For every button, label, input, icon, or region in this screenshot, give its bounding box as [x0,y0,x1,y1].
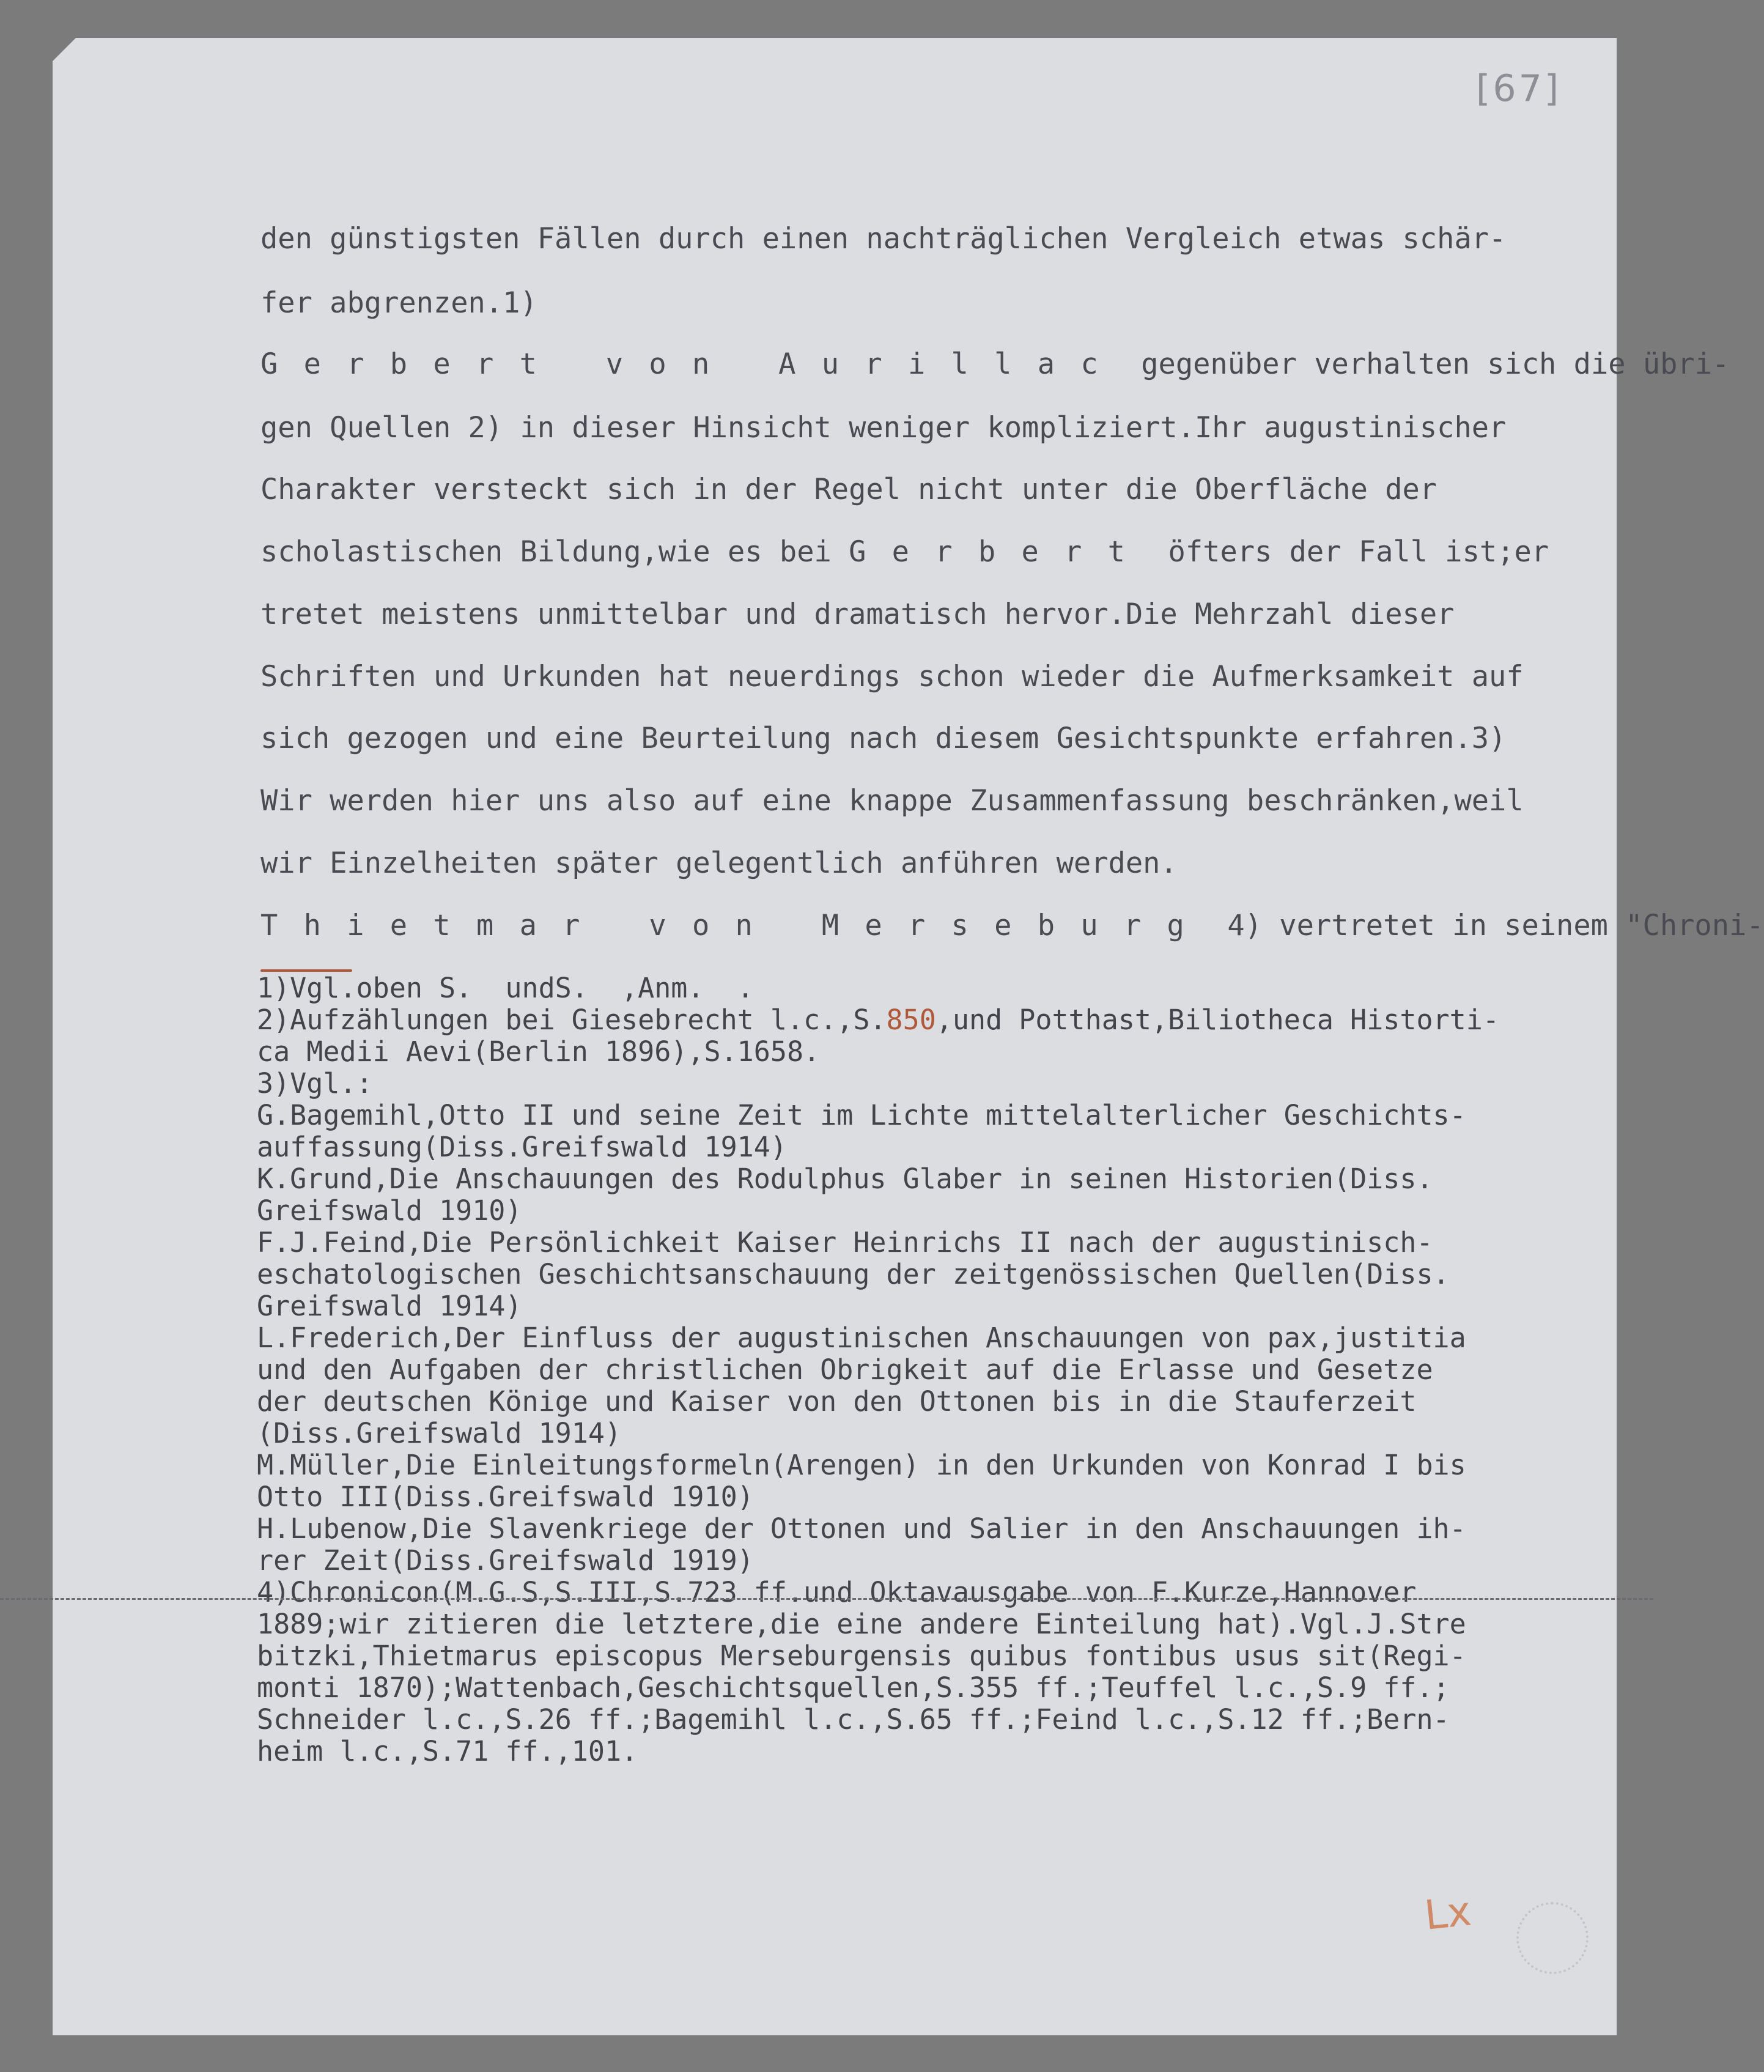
footnote-line: bitzki,Thietmarus episcopus Merseburgensis quibus fontibus usus sit(Regi- [257,1640,1466,1672]
body-line: Schriften und Urkunden hat neuerdings schon wieder die Aufmerksamkeit auf [260,660,1524,694]
footnote-line: (Diss.Greifswald 1914) [257,1417,622,1449]
footnote-line: und den Aufgaben der christlichen Obrigkeit auf die Erlasse und Gesetze [257,1353,1433,1386]
footnote-line: K.Grund,Die Anschauungen des Rodulphus Glaber in seinen Historien(Diss. [257,1163,1433,1195]
fold-line [0,1598,1653,1600]
body-line [260,908,1764,944]
footnote-line: 1889;wir zitieren die letztere,die eine andere Einteilung hat).Vgl.J.Stre [257,1608,1466,1640]
footnote-line: 3)Vgl.: [257,1067,373,1100]
footnote-line: der deutschen Könige und Kaiser von den Ottonen bis in die Stauferzeit [257,1385,1417,1418]
footnote-line: monti 1870);Wattenbach,Geschichtsquellen,S.355 ff.;Teuffel l.c.,S.9 ff.; [257,1671,1450,1704]
spaced-name: Gerbert von Aurillac [260,347,1124,381]
body-line [260,346,1729,383]
footnote-line: rer Zeit(Diss.Greifswald 1919) [257,1544,754,1577]
line-text: 2)Aufzählungen bei Giesebrecht l.c.,S. [257,1004,887,1036]
body-line: Charakter versteckt sich in der Regel nicht unter die Oberfläche der [260,473,1437,506]
line-text: scholastischen Bildung,wie es bei [260,535,849,569]
footnote-line: eschatologischen Geschichtsanschauung der zeitgenössischen Quellen(Diss. [257,1258,1450,1290]
footnote-line: Greifswald 1914) [257,1290,522,1322]
footnote-line: H.Lubenow,Die Slavenkriege der Ottonen und Salier in den Anschauungen ih- [257,1512,1466,1545]
footnote-line: auffassung(Diss.Greifswald 1914) [257,1131,787,1163]
body-line: Wir werden hier uns also auf eine knappe Zusammenfassung beschränken,weil [260,784,1524,818]
footnote-line: F.J.Feind,Die Persönlichkeit Kaiser Heinrichs II nach der augustinisch- [257,1226,1433,1259]
footnote-line: G.Bagemihl,Otto II und seine Zeit im Lichte mittelalterlicher Geschichts- [257,1099,1466,1131]
body-line: den günstigsten Fällen durch einen nachträglichen Vergleich etwas schär- [260,222,1507,256]
line-text: ,und Potthast,Biliotheca Historti- [936,1004,1499,1036]
footnote-line: Schneider l.c.,S.26 ff.;Bagemihl l.c.,S.65 ff.;Feind l.c.,S.12 ff.;Bern- [257,1703,1450,1736]
archive-mark: Lx [1422,1887,1474,1939]
footnote-line: 4)Chronicon(M.G.S,S.III,S.723 ff.und Oktavausgabe von F.Kurze,Hannover [257,1576,1417,1608]
body-line [260,534,1549,571]
line-text: 4) vertretet in seinem "Chroni- [1210,909,1764,942]
line-text: gegenüber verhalten sich die übri- [1123,347,1730,381]
footnote-line: heim l.c.,S.71 ff.,101. [257,1735,638,1767]
footnote-line: 1)Vgl.oben S. undS. ,Anm. . [257,972,754,1004]
handwritten-number: 850 [886,1004,936,1036]
body-line: wir Einzelheiten später gelegentlich anführen werden. [260,846,1178,880]
footnote-line [257,1004,1499,1036]
spaced-name: Thietmar von Merseburg [260,909,1211,942]
spaced-name: Gerbert [849,535,1151,569]
page-number: [67] [1476,67,1562,110]
footnote-line: ca Medii Aevi(Berlin 1896),S.1658. [257,1035,821,1068]
body-line: fer abgrenzen.1) [260,286,537,320]
footnote-line: Greifswald 1910) [257,1194,522,1227]
faint-stamp [1516,1902,1589,1974]
body-line: gen Quellen 2) in dieser Hinsicht weniger kompliziert.Ihr augustinischer [260,411,1507,445]
footnote-line: Otto III(Diss.Greifswald 1910) [257,1481,754,1513]
line-text: öfters der Fall ist;er [1151,535,1549,569]
footnote-line: L.Frederich,Der Einfluss der augustinischen Anschauungen von pax,justitia [257,1322,1466,1354]
footnote-line: M.Müller,Die Einleitungsformeln(Arengen) in den Urkunden von Konrad I bis [257,1449,1466,1481]
body-line: tretet meistens unmittelbar und dramatisch hervor.Die Mehrzahl dieser [260,598,1455,631]
body-line: sich gezogen und eine Beurteilung nach diesem Gesichtspunkte erfahren.3) [260,722,1507,755]
